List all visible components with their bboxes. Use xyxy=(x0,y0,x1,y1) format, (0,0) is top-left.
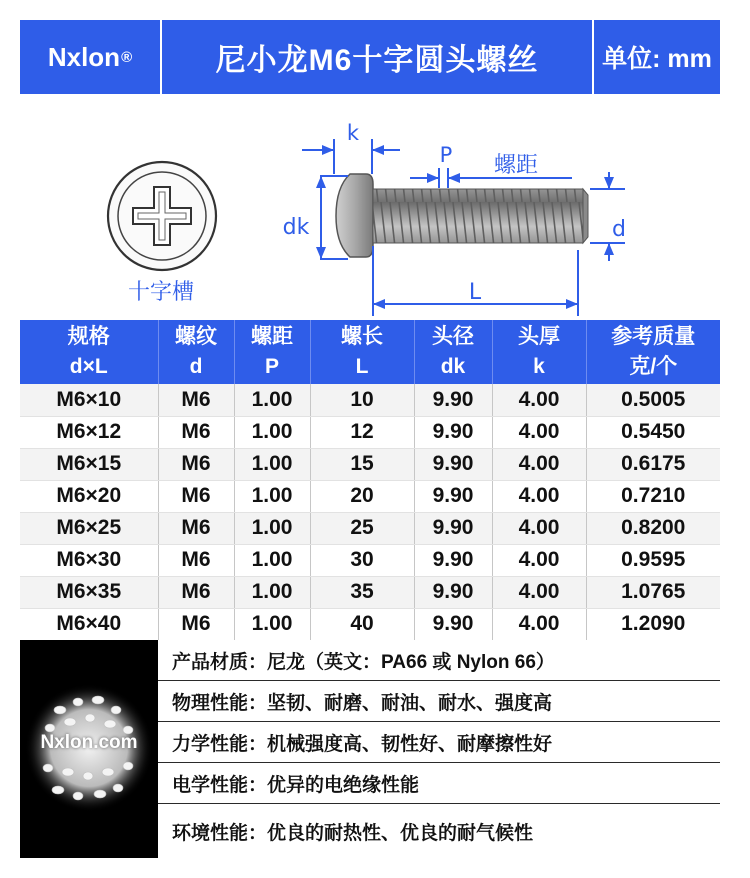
property-value: 机械强度高、韧性好、耐摩擦性好 xyxy=(267,733,553,755)
property-label: 电学性能： xyxy=(172,774,268,796)
table-cell: 4.00 xyxy=(492,480,586,512)
table-cell: M6 xyxy=(158,608,234,640)
table-cell: 1.00 xyxy=(234,384,310,416)
property-label: 物理性能： xyxy=(172,692,268,714)
table-cell: M6×30 xyxy=(20,544,158,576)
table-row xyxy=(20,384,720,416)
table-cell: M6 xyxy=(158,448,234,480)
table-row xyxy=(20,608,720,640)
col-header-thread: 螺纹 d xyxy=(158,320,234,384)
brand-name: Nxlon xyxy=(47,41,121,72)
table-cell: M6×20 xyxy=(20,480,158,512)
property-value: 坚韧、耐磨、耐油、耐水、强度高 xyxy=(267,692,553,714)
nylon-pellets-image xyxy=(20,640,158,858)
registered-mark: ® xyxy=(121,48,133,66)
table-row xyxy=(20,544,720,576)
table-cell: 9.90 xyxy=(414,384,492,416)
watermark-text: Nxlon.com xyxy=(40,732,138,753)
table-cell: M6×35 xyxy=(20,576,158,608)
table-cell: M6×15 xyxy=(20,448,158,480)
table-cell: 4.00 xyxy=(492,448,586,480)
screw-diagram xyxy=(20,94,720,320)
table-cell: 9.90 xyxy=(414,544,492,576)
table-cell: 40 xyxy=(310,608,414,640)
table-cell: 9.90 xyxy=(414,448,492,480)
cross-slot-head-icon xyxy=(108,162,216,270)
table-cell: 1.00 xyxy=(234,544,310,576)
pitch-label: 螺距 xyxy=(493,153,539,178)
property-value: 优异的电绝缘性能 xyxy=(267,774,420,796)
table-cell: 1.00 xyxy=(234,512,310,544)
p-label: P xyxy=(439,143,453,167)
table-header-row xyxy=(20,320,720,384)
table-cell: 1.00 xyxy=(234,480,310,512)
property-row-mechanical xyxy=(158,722,720,763)
table-cell: M6×12 xyxy=(20,416,158,448)
table-cell: 0.5005 xyxy=(586,384,720,416)
table-cell: M6×10 xyxy=(20,384,158,416)
table-cell: 4.00 xyxy=(492,384,586,416)
table-cell: M6 xyxy=(158,480,234,512)
slot-label: 十字槽 xyxy=(127,280,195,305)
table-cell: 4.00 xyxy=(492,608,586,640)
unit-label: 单位: mm xyxy=(602,45,712,73)
table-cell: M6 xyxy=(158,384,234,416)
screw-side-view xyxy=(336,174,588,257)
property-value: 尼龙（英文：PA66 或 Nylon 66） xyxy=(267,651,555,673)
table-cell: 4.00 xyxy=(492,416,586,448)
table-cell: 0.8200 xyxy=(586,512,720,544)
header-bar xyxy=(20,20,720,94)
col-header-spec: 规格 d×L xyxy=(20,320,158,384)
table-cell: 15 xyxy=(310,448,414,480)
table-cell: 1.2090 xyxy=(586,608,720,640)
spec-sheet xyxy=(20,20,720,858)
table-cell: 0.9595 xyxy=(586,544,720,576)
table-cell: 30 xyxy=(310,544,414,576)
property-row-physical xyxy=(158,681,720,722)
table-cell: 9.90 xyxy=(414,512,492,544)
table-cell: 1.00 xyxy=(234,576,310,608)
property-label: 力学性能： xyxy=(172,733,268,755)
table-cell: 1.00 xyxy=(234,416,310,448)
table-row xyxy=(20,512,720,544)
col-header-length: 螺长 L xyxy=(310,320,414,384)
material-properties xyxy=(20,640,720,858)
table-row xyxy=(20,416,720,448)
property-row-material xyxy=(158,640,720,681)
table-cell: M6×25 xyxy=(20,512,158,544)
property-row-electrical xyxy=(158,763,720,804)
table-cell: M6×40 xyxy=(20,608,158,640)
property-row-environmental xyxy=(158,804,720,858)
table-cell: M6 xyxy=(158,576,234,608)
col-header-head-thickness: 头厚 k xyxy=(492,320,586,384)
col-header-pitch: 螺距 P xyxy=(234,320,310,384)
table-cell: M6 xyxy=(158,544,234,576)
table-cell: 35 xyxy=(310,576,414,608)
property-label: 环境性能： xyxy=(172,822,268,844)
table-cell: M6 xyxy=(158,416,234,448)
col-header-weight: 参考质量 克/个 xyxy=(586,320,720,384)
property-label: 产品材质： xyxy=(172,651,268,673)
brand-logo xyxy=(20,20,160,94)
table-cell: M6 xyxy=(158,512,234,544)
d-label: d xyxy=(612,217,626,242)
table-cell: 9.90 xyxy=(414,608,492,640)
property-value: 优良的耐热性、优良的耐气候性 xyxy=(267,822,534,844)
k-label: k xyxy=(346,121,360,145)
table-row xyxy=(20,576,720,608)
table-cell: 4.00 xyxy=(492,544,586,576)
table-cell: 1.0765 xyxy=(586,576,720,608)
table-cell: 4.00 xyxy=(492,576,586,608)
table-cell: 1.00 xyxy=(234,448,310,480)
table-cell: 20 xyxy=(310,480,414,512)
table-cell: 10 xyxy=(310,384,414,416)
dk-label: dk xyxy=(282,215,310,240)
table-cell: 9.90 xyxy=(414,576,492,608)
table-cell: 4.00 xyxy=(492,512,586,544)
properties-list xyxy=(158,640,720,858)
table-cell: 12 xyxy=(310,416,414,448)
spec-table xyxy=(20,320,720,641)
table-cell: 0.6175 xyxy=(586,448,720,480)
table-cell: 1.00 xyxy=(234,608,310,640)
table-row xyxy=(20,480,720,512)
table-cell: 9.90 xyxy=(414,416,492,448)
col-header-head-diameter: 头径 dk xyxy=(414,320,492,384)
page-title: 尼小龙M6十字圆头螺丝 xyxy=(160,20,594,94)
table-cell: 0.7210 xyxy=(586,480,720,512)
table-row xyxy=(20,448,720,480)
l-label: L xyxy=(468,280,482,305)
screw-drawing xyxy=(20,94,720,320)
table-cell: 9.90 xyxy=(414,480,492,512)
table-cell: 25 xyxy=(310,512,414,544)
table-cell: 0.5450 xyxy=(586,416,720,448)
